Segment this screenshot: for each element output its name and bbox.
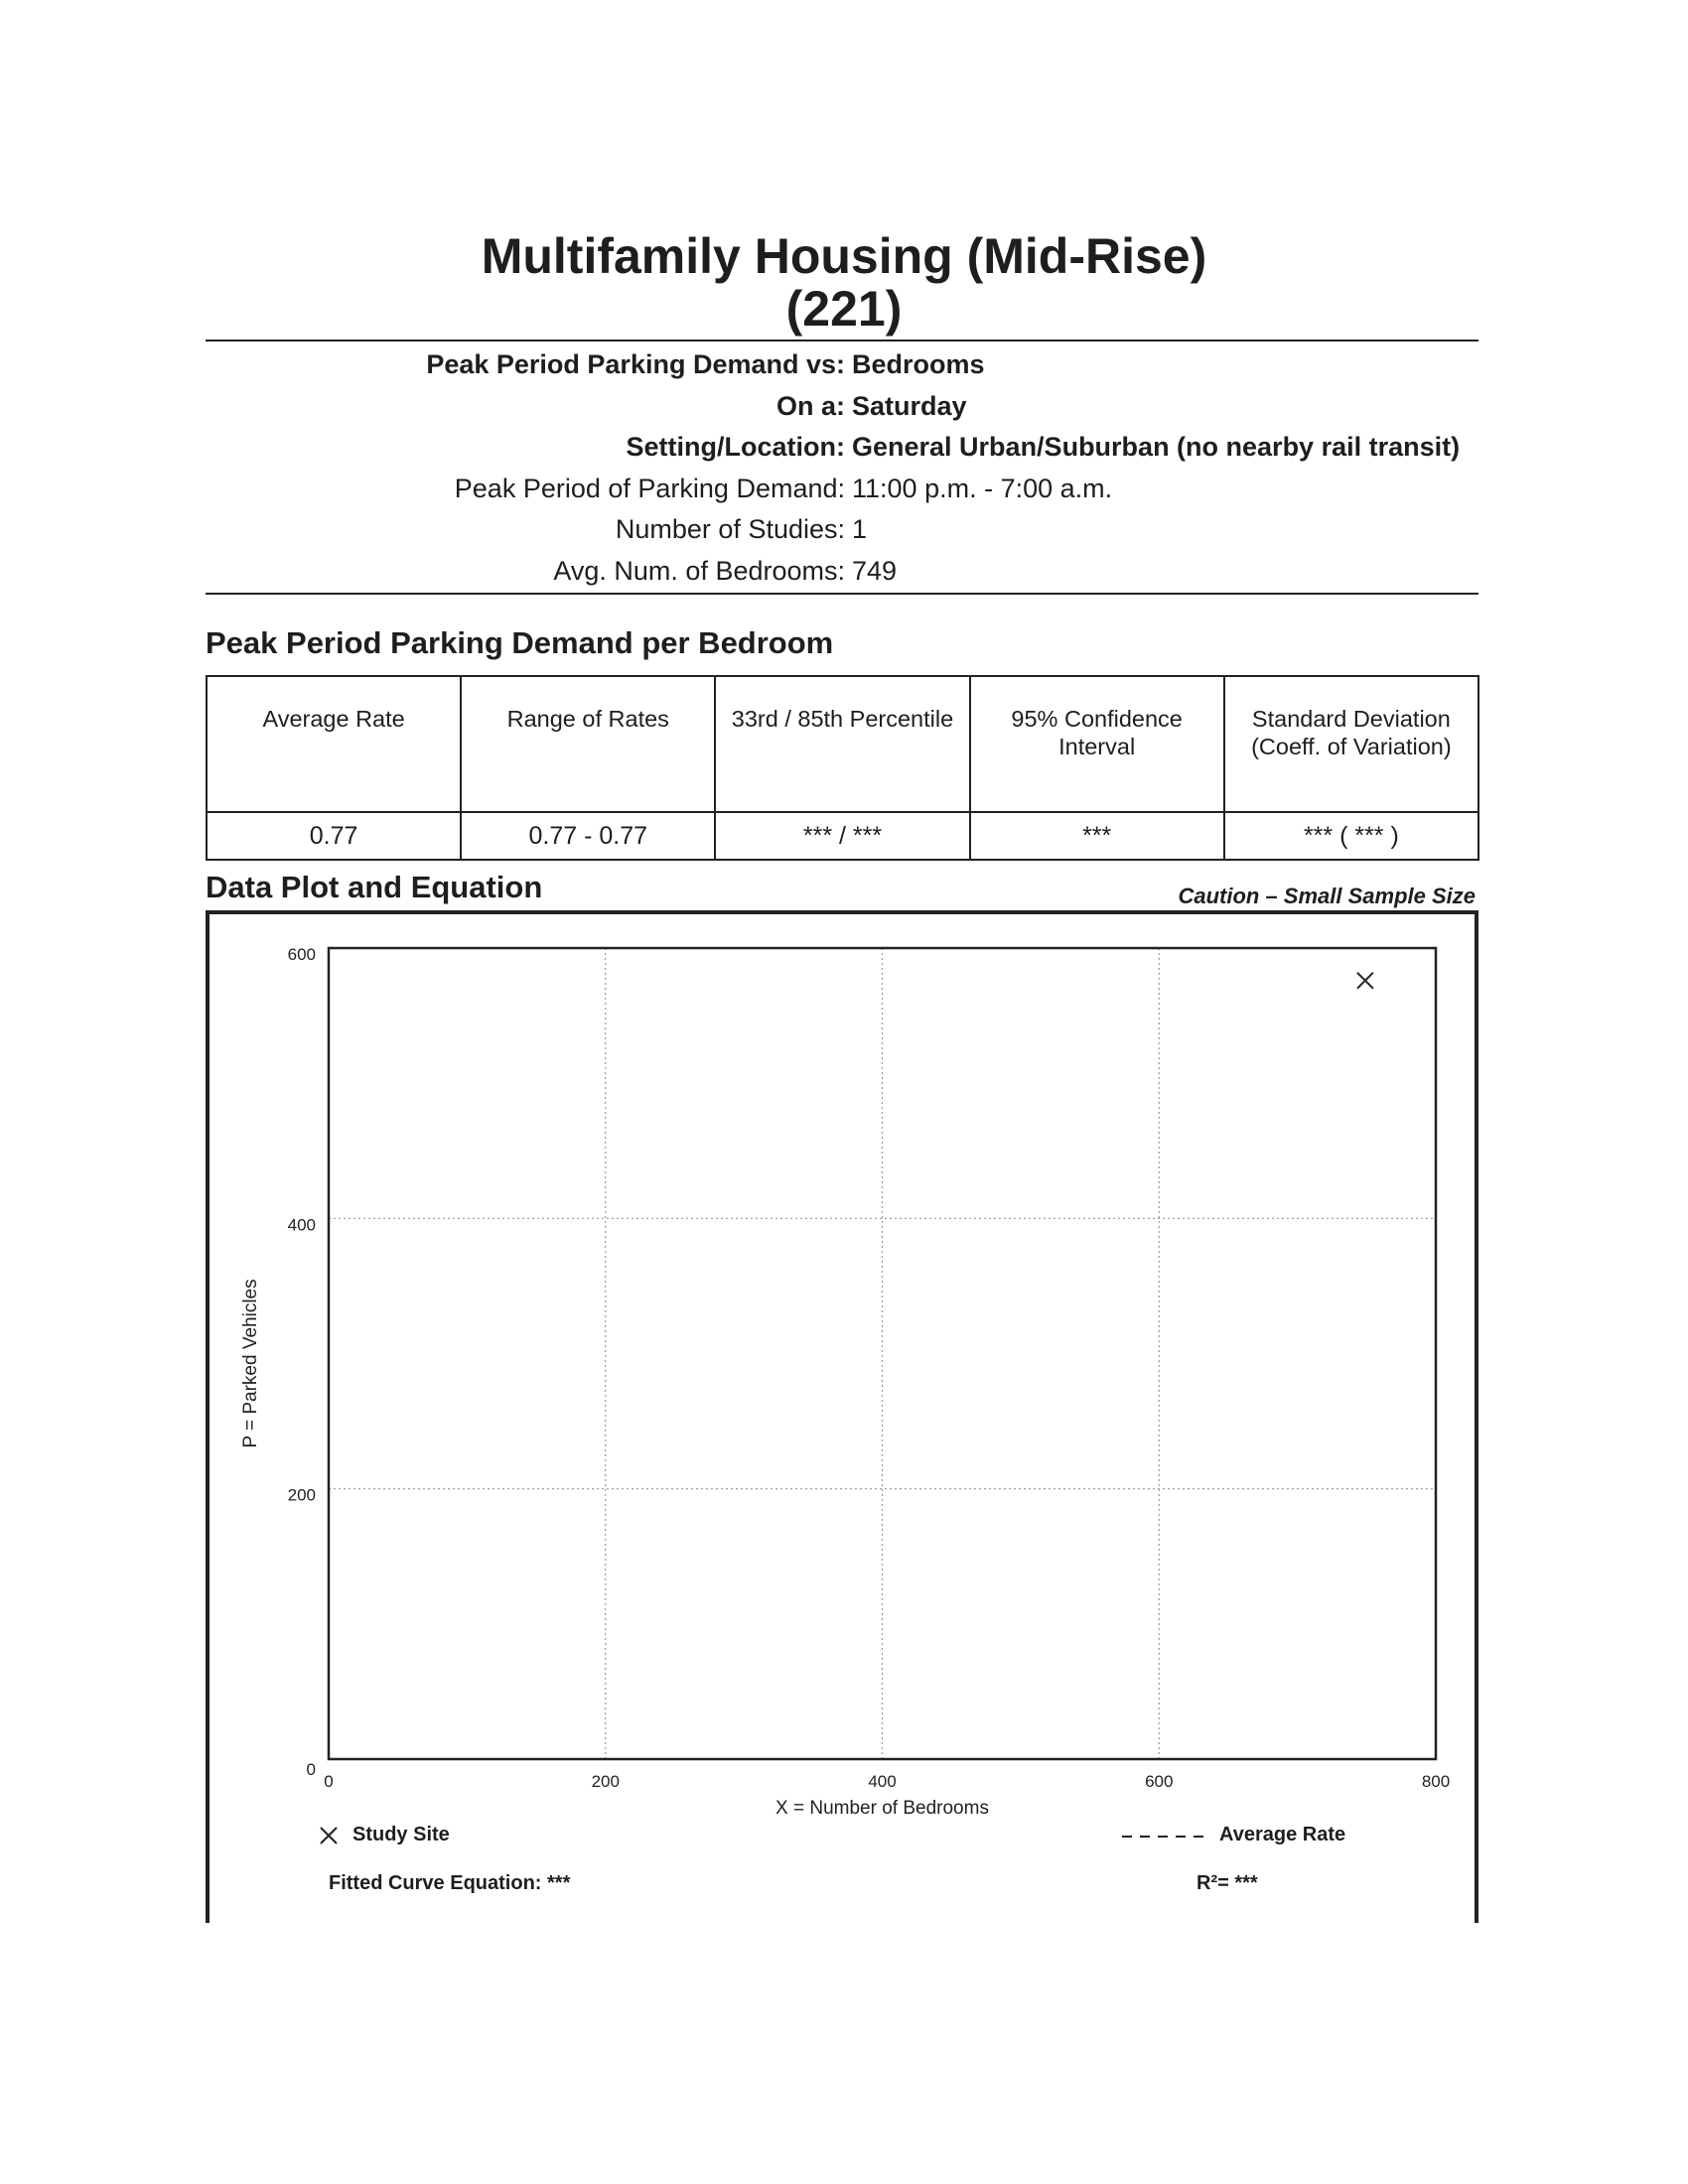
page-subtitle-code: (221) (785, 281, 903, 337)
y-tick-label: 200 (287, 1485, 316, 1505)
info-value: 11:00 p.m. - 7:00 a.m. (852, 474, 1113, 503)
x-tick-label: 600 (1145, 1772, 1174, 1791)
header-range-of-rates: Range of Rates (461, 676, 715, 812)
x-axis-label: X = Number of Bedrooms (775, 1798, 989, 1819)
study-site-marker-icon (318, 1825, 340, 1846)
info-value: 1 (852, 514, 868, 544)
legend-study-site: Study Site (352, 1824, 450, 1845)
plot-section-title: Data Plot and Equation (206, 870, 543, 904)
header-average-rate: Average Rate (207, 676, 461, 812)
fitted-curve-equation: Fitted Curve Equation: *** (329, 1872, 571, 1894)
x-tick-label: 800 (1421, 1772, 1451, 1791)
info-label: Avg. Num. of Bedrooms: (553, 556, 845, 586)
value-standard-deviation: *** ( *** ) (1224, 812, 1478, 860)
x-tick-labels (324, 1772, 1450, 1791)
info-label: Peak Period of Parking Demand: (454, 474, 845, 503)
rates-section-title: Peak Period Parking Demand per Bedroom (206, 625, 834, 660)
info-value: Bedrooms (852, 349, 985, 379)
value-percentile: *** / *** (715, 812, 969, 860)
x-tick-label: 400 (868, 1772, 897, 1791)
header-standard-deviation: Standard Deviation (Coeff. of Variation) (1224, 676, 1478, 812)
data-point-study-site (1357, 973, 1373, 989)
caution-note: Caution – Small Sample Size (1178, 884, 1476, 908)
header-confidence-interval: 95% Confidence Interval (970, 676, 1224, 812)
legend-average-rate: Average Rate (1219, 1824, 1346, 1845)
info-value: Saturday (852, 391, 967, 421)
data-points (1357, 973, 1373, 989)
info-label: Setting/Location: (626, 432, 845, 462)
average-rate-dash-icon (1122, 1827, 1209, 1846)
info-value: 749 (852, 556, 898, 586)
value-average-rate: 0.77 (207, 812, 461, 860)
info-label: Number of Studies: (615, 514, 845, 544)
y-tick-label: 400 (287, 1215, 316, 1235)
y-axis-label: P = Parked Vehicles (240, 1279, 261, 1448)
info-label: On a: (775, 391, 845, 421)
y-tick-label: 600 (287, 945, 316, 964)
info-value: General Urban/Suburban (no nearby rail transit) (852, 432, 1461, 462)
value-range-of-rates: 0.77 - 0.77 (461, 812, 715, 860)
page-title: Multifamily Housing (Mid-Rise) (481, 228, 1207, 284)
x-tick-label: 200 (591, 1772, 620, 1791)
header-percentile: 33rd / 85th Percentile (715, 676, 969, 812)
plot-area (329, 948, 1436, 1759)
x-tick-label: 0 (324, 1772, 334, 1791)
r-squared: R²= *** (1196, 1872, 1258, 1894)
y-tick-labels (288, 945, 316, 1779)
y-tick-label: 0 (306, 1760, 316, 1779)
chart-grid (329, 948, 1436, 1759)
value-confidence-interval: *** (970, 812, 1224, 860)
info-label: Peak Period Parking Demand vs: (426, 349, 845, 379)
